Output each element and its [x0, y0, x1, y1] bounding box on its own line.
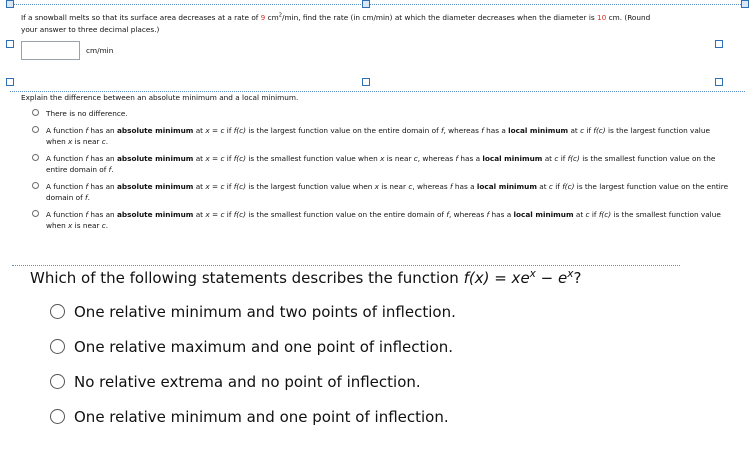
choice-label: No relative extrema and no point of inflection.	[74, 373, 421, 391]
choice-label: There is no difference.	[46, 109, 128, 118]
t: if	[224, 182, 234, 191]
choice-label	[46, 153, 731, 175]
t: x	[205, 126, 210, 135]
t: at	[193, 210, 206, 219]
t: is the smallest function value on the entire domain of	[46, 154, 716, 174]
t: has an	[88, 182, 117, 191]
q1-text-c: cm. (Round	[606, 13, 651, 22]
t: , whereas	[448, 210, 487, 219]
radio-button[interactable]	[32, 210, 39, 217]
t: absolute minimum	[116, 154, 194, 163]
t: f(c)	[598, 210, 612, 219]
t: has an	[88, 154, 117, 163]
t: f(c)	[593, 126, 606, 135]
t: f	[450, 182, 453, 191]
factor-x: x	[511, 269, 521, 287]
frame-lower-border	[12, 265, 680, 266]
t: c	[548, 182, 553, 191]
answer-unit-label: cm/min	[86, 46, 114, 55]
t: f(c)	[233, 210, 246, 219]
t: x	[205, 154, 210, 163]
t: f	[85, 154, 89, 163]
exponent-x: x	[567, 268, 574, 280]
choice-4[interactable]	[21, 181, 731, 203]
resize-handle-right-upper[interactable]	[715, 40, 723, 48]
t: at	[193, 126, 206, 135]
rate-unit: cm	[267, 13, 279, 22]
t: f	[446, 210, 449, 219]
t: at	[193, 182, 206, 191]
choice-label	[46, 209, 731, 231]
t: is the largest function value when	[46, 126, 710, 146]
t: if	[558, 154, 568, 163]
t: c	[585, 210, 590, 219]
rate-exponent: 2	[278, 12, 283, 19]
t: is the largest function value on the entire domain of	[46, 182, 729, 202]
t: .	[111, 165, 114, 174]
t: has a	[458, 154, 483, 163]
t: local minimum	[508, 126, 569, 135]
choice-5[interactable]	[21, 209, 731, 231]
frame-middle-border	[10, 91, 745, 92]
t: is the smallest function value when	[46, 210, 721, 230]
t: is the largest function value on the entire domain of	[246, 126, 441, 135]
t: c	[220, 126, 225, 135]
choice-no-difference[interactable]	[21, 108, 731, 119]
t: =	[209, 182, 221, 191]
t: .	[105, 137, 109, 146]
t: c	[220, 210, 225, 219]
t: has an	[88, 126, 117, 135]
t: absolute minimum	[116, 210, 194, 219]
t: x	[68, 221, 73, 230]
t: .	[105, 221, 109, 230]
t: is near	[378, 182, 409, 191]
t: c	[101, 221, 106, 230]
t: if	[224, 154, 234, 163]
t: has an	[88, 210, 117, 219]
base-e: e	[520, 269, 530, 287]
q1-text-b: /min, find the rate (in cm/min) at which the diameter decreases when the diameter is	[282, 13, 597, 22]
t: absolute minimum	[116, 126, 194, 135]
exponent-x: x	[529, 268, 536, 280]
t: f	[455, 154, 459, 163]
t: if	[589, 210, 599, 219]
radio-button[interactable]	[50, 409, 65, 424]
t: f	[85, 210, 89, 219]
t: A function	[46, 126, 86, 135]
radio-button[interactable]	[50, 339, 65, 354]
choice-2[interactable]	[21, 125, 731, 147]
t: f	[440, 126, 444, 135]
t: x	[380, 154, 385, 163]
answer-input[interactable]	[21, 41, 80, 60]
t: c	[554, 154, 559, 163]
t: f	[85, 182, 89, 191]
t: x	[68, 137, 73, 146]
t: if	[584, 126, 594, 135]
equals-sign: =	[489, 269, 512, 287]
resize-handle-top-left[interactable]	[6, 0, 14, 8]
answer-row	[21, 41, 113, 60]
diameter-value: 10	[596, 13, 607, 22]
t: f(c)	[233, 126, 246, 135]
choice-label	[46, 125, 731, 147]
t: x	[205, 210, 210, 219]
t: c	[220, 182, 225, 191]
frame-top-border	[10, 4, 745, 5]
radio-button[interactable]	[32, 154, 39, 161]
choice-2[interactable]	[30, 336, 730, 358]
t: f(c)	[567, 154, 580, 163]
t: c	[580, 126, 585, 135]
choice-label: One relative minimum and two points of inflection.	[74, 303, 456, 321]
choice-3[interactable]	[30, 371, 730, 393]
t: , whereas	[412, 182, 451, 191]
t: is the smallest function value on the entire domain of	[246, 210, 447, 219]
resize-handle-left-upper[interactable]	[6, 40, 14, 48]
question-snowball	[21, 12, 721, 35]
t: f	[108, 165, 112, 174]
question-snowball-line1	[21, 12, 721, 24]
radio-button[interactable]	[32, 182, 39, 189]
t: A function	[46, 210, 86, 219]
choice-label: One relative maximum and one point of inflection.	[74, 338, 454, 356]
radio-button[interactable]	[32, 109, 39, 116]
choice-3[interactable]	[21, 153, 731, 175]
resize-handle-right-lower[interactable]	[715, 78, 723, 86]
resize-handle-top-center[interactable]	[362, 0, 370, 8]
t: c	[408, 182, 413, 191]
t: c	[220, 154, 225, 163]
question-mark: ?	[573, 269, 582, 287]
t: is the smallest function value when	[246, 154, 381, 163]
t: .	[87, 193, 90, 202]
t: at	[573, 210, 586, 219]
t: local minimum	[476, 182, 537, 191]
radio-button[interactable]	[50, 304, 65, 319]
t: is near	[384, 154, 414, 163]
t: at	[542, 154, 555, 163]
prompt-text: Which of the following statements describes the function	[30, 269, 464, 287]
t: has a	[489, 210, 514, 219]
t: has a	[483, 126, 509, 135]
t: A function	[46, 182, 86, 191]
question-function-behavior	[30, 268, 730, 441]
t: =	[209, 210, 221, 219]
t: f	[481, 126, 484, 135]
base-e: e	[558, 269, 568, 287]
choice-label: One relative minimum and one point of inflection.	[74, 408, 449, 426]
t: is near	[72, 221, 102, 230]
t: f(c)	[233, 154, 246, 163]
t: at	[193, 154, 206, 163]
resize-handle-left-lower[interactable]	[6, 78, 14, 86]
t: if	[224, 126, 234, 135]
t: c	[413, 154, 418, 163]
radio-button[interactable]	[50, 374, 65, 389]
t: at	[536, 182, 549, 191]
t: local minimum	[513, 210, 574, 219]
t: A function	[46, 154, 86, 163]
t: is the largest function value when	[246, 182, 375, 191]
resize-handle-center-lower[interactable]	[362, 78, 370, 86]
t: has a	[452, 182, 477, 191]
t: f	[85, 126, 89, 135]
choice-label	[46, 181, 731, 203]
question-absolute-vs-local	[21, 93, 731, 237]
radio-button[interactable]	[32, 126, 39, 133]
q1-text-a: If a snowball melts so that its surface area decreases at a rate of	[21, 13, 261, 22]
t: at	[568, 126, 581, 135]
rate-value: 9	[260, 13, 266, 22]
t: f(c)	[233, 182, 246, 191]
t: f	[85, 193, 88, 202]
t: if	[552, 182, 563, 191]
t: c	[101, 137, 106, 146]
t: absolute minimum	[116, 182, 194, 191]
t: =	[209, 154, 221, 163]
t: x	[205, 182, 210, 191]
question-prompt	[30, 268, 730, 288]
minus-sign: −	[535, 269, 558, 287]
t: f	[486, 210, 490, 219]
choice-1[interactable]	[30, 301, 730, 323]
t: , whereas	[417, 154, 456, 163]
question-prompt: Explain the difference between an absolute minimum and a local minimum.	[21, 93, 299, 102]
t: x	[374, 182, 379, 191]
t: is near	[72, 137, 102, 146]
choice-4[interactable]	[30, 406, 730, 428]
t: , whereas	[443, 126, 482, 135]
t: if	[224, 210, 234, 219]
t: local minimum	[482, 154, 543, 163]
function-name: f(x)	[463, 269, 490, 287]
question-snowball-line2: your answer to three decimal places.)	[21, 24, 160, 34]
t: f(c)	[562, 182, 575, 191]
resize-handle-top-right[interactable]	[741, 0, 749, 8]
t: =	[209, 126, 221, 135]
